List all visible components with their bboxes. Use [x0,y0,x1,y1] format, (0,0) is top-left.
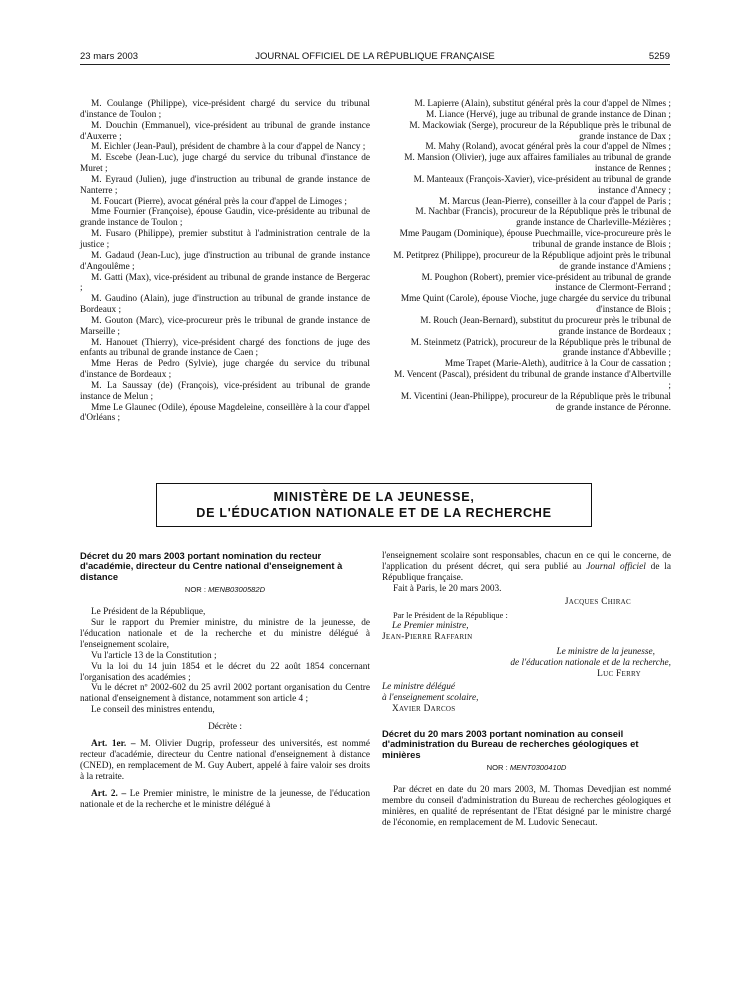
decree1-conseil: Le conseil des ministres entendu, [91,705,215,716]
header-rule [80,64,670,65]
appointment-entry: M. Gaudino (Alain), juge d'instruction au tribunal de grande instance de Bordeaux ; [80,294,370,316]
appointment-entry: M. Escebe (Jean-Luc), juge chargé du service du tribunal d'instance de Muret ; [80,153,370,175]
delegate-title-1: Le ministre délégué [382,681,455,692]
header-page-number: 5259 [648,51,670,62]
appointment-entry: M. Petitprez (Philippe), procureur de la République adjoint près le tribunal de grande instance d'Amiens ; [393,250,671,272]
appointments-left-column [80,99,370,424]
appointment-entry: M. Lapierre (Alain), substitut général près la cour d'appel de Nîmes ; [414,99,671,109]
appointment-entry: Mme Le Glaunec (Odile), épouse Magdeleine, conseillère à la cour d'appel d'Orléans ; [80,402,370,424]
article1-text: M. Olivier Dugrip, professeur des universités, est nommé recteur d'académie, directeur du Centre national d'enseignement à distance (CNED), en remplacement de M. Guy Aubert, appelé à faire valoir ses droits à la retraite. [80,739,370,782]
appointment-entry: M. Eyraud (Julien), juge d'instruction au tribunal de grande instance de Nanterre ; [80,174,370,196]
decree1-left-column [80,551,370,811]
appointment-entry: M. Gatti (Max), vice-président au tribunal de grande instance de Bergerac ; [80,272,370,294]
appointment-entry: M. Rouch (Jean-Bernard), substitut du procureur près le tribunal de grande instance de Bordeaux ; [420,315,671,337]
appointment-entry: Mme Paugam (Dominique), épouse Puechmaille, vice-procureure près le tribunal de grande instance de Blois ; [399,229,671,250]
appointment-entry: M. Eichler (Jean-Paul), président de chambre à la cour d'appel de Nancy ; [91,142,366,153]
appointment-entry: M. Foucart (Pierre), avocat général près la cour d'appel de Limoges ; [91,196,347,207]
appointment-entry: Mme Quint (Carole), épouse Vioche, juge chargée du service du tribunal d'instance de Blois ; [400,294,671,316]
pm-title: Le Premier ministre, [392,621,469,632]
appointment-entry: M. Marcus (Jean-Pierre), conseiller à la cour d'appel de Paris ; [439,196,671,207]
header-journal-title: JOURNAL OFFICIEL DE LA RÉPUBLIQUE FRANÇAISE [255,51,495,62]
ministry-heading-box [156,483,592,527]
appointment-entry: M. Vencent (Pascal), président du tribunal de grande instance d'Albertville ; [394,370,671,391]
signature-president: Jacques Chirac [564,596,631,607]
ministry-heading-line2: DE L'ÉDUCATION NATIONALE ET DE LA RECHERCHE [196,505,552,520]
header-date: 23 mars 2003 [80,51,139,62]
decree2-title: Décret du 20 mars 2003 portant nomination au conseil d'administration du Bureau de recherches géologiques et minières [382,727,639,760]
decree1-title: Décret du 20 mars 2003 portant nomination du recteur d'académie, directeur du Centre national d'enseignement à distance [80,550,343,582]
appointment-entry: M. Poughon (Robert), premier vice-président au tribunal de grande instance de Clermont-Ferrand ; [421,272,671,294]
appointment-entry: Mme Trapet (Marie-Aleth), auditrice à la Cour de cassation ; [444,359,671,370]
delegate-title-2: à l'enseignement scolaire, [382,692,479,703]
decree1-vu-loi: Vu la loi du 14 juin 1854 et le décret du 22 août 1854 concernant l'organisation des académies ; [80,661,370,683]
delegate-name: Xavier Darcos [392,703,456,714]
appointment-entry: M. Hanouet (Thierry), vice-président chargé des fonctions de juge des enfants au tribunal de grande instance de Caen ; [80,337,370,359]
appointment-entry: M. Vicentini (Jean-Philippe), procureur de la République près le tribunal de grande instance de Péronne. [400,391,671,413]
article1-label: Art. 1er. – [91,739,136,750]
appointment-entry: M. Nachbar (Francis), procureur de la République près le tribunal de grande instance de Charleville-Mézières ; [415,207,671,229]
decree2-nor-label: NOR : [486,762,508,772]
decree1-right-column [382,551,671,828]
appointment-entry: M. Liance (Hervé), juge au tribunal de grande instance de Dinan ; [426,109,671,120]
article2-text: Le Premier ministre, le ministre de la jeunesse, de l'éducation nationale et de la recherche et le ministre délégué à [80,788,370,810]
appointment-entry: M. Mansion (Olivier), juge aux affaires familiales au tribunal de grande instance de Rennes ; [404,153,671,175]
par-le-president: Par le Président de la République : [393,610,508,620]
page-header [80,51,670,65]
appointment-entry: M. Gouton (Marc), vice-procureur près le tribunal de grande instance de Marseille ; [80,315,370,337]
appointment-entry: M. Coulange (Philippe), vice-président chargé du service du tribunal d'instance de Toulon ; [80,99,370,120]
decree1-article2 [80,789,370,811]
appointment-entry: M. Manteaux (François-Xavier), vice-président au tribunal de grande instance d'Annecy ; [413,174,671,196]
decree1-rapport: Sur le rapport du Premier ministre, du ministre de la jeunesse, de l'éducation nationale et de la recherche et du ministre délégué à l'enseignement scolaire, [80,618,370,650]
decree1-vu-constitution: Vu l'article 13 de la Constitution ; [91,650,217,661]
appointment-entry: M. Fusaro (Philippe), premier substitut à l'administration centrale de la justice ; [80,229,370,250]
appointment-entry: M. Mahy (Roland), avocat général près la cour d'appel de Nîmes ; [425,142,671,153]
decree1-nor [80,585,370,596]
appointment-entry: Mme Fournier (Françoise), épouse Gaudin, vice-présidente au tribunal de grande instance de Toulon ; [80,207,370,229]
appointment-entry: M. Mackowiak (Serge), procureur de la République près le tribunal de grande instance de Dax ; [409,120,671,142]
appointment-entry: M. Steinmetz (Patrick), procureur de la République près le tribunal de grande instance d'Abbeville ; [410,337,671,359]
decree1-nor-label: NOR : [184,585,206,595]
decree1-nor-code: MENB0300582D [208,585,266,595]
minister-title-1: Le ministre de la jeunesse, [556,647,655,658]
appointment-entry: Mme Heras de Pedro (Sylvie), juge chargée du service du tribunal d'instance de Bordeaux ; [80,359,370,381]
decree1-article1 [80,739,370,783]
article2-label: Art. 2. – [91,788,127,799]
decree1-decrete: Décrète : [208,722,242,733]
decree2-nor-code: MENT0300410D [509,762,567,772]
appointment-entry: M. Douchin (Emmanuel), vice-président au tribunal de grande instance d'Auxerre ; [80,120,370,142]
decree1-vu-decret: Vu le décret nº 2002-602 du 25 avril 2002 portant organisation du Centre national d'enseignement à distance, notamment son article 4 ; [80,683,370,705]
minister-title-2: de l'éducation nationale et de la recherche, [510,658,671,669]
decree1-president: Le Président de la République, [91,607,206,618]
decree2-text: Par décret en date du 20 mars 2003, M. Thomas Devedjian est nommé membre du conseil d'administration du Bureau de recherches géologiques et minières, en qualité de représentant de l'Etat désigné par le ministre chargé de l'économie, en remplacement de M. Ludovic Senecaut. [382,784,671,828]
article2-continuation: l'enseignement scolaire sont responsables, chacun en ce qui le concerne, de l'application du présent décret, qui sera publié au Journal officiel de la République française. [382,551,671,583]
decree2-nor [382,763,671,774]
pm-name: Jean-Pierre Raffarin [382,632,473,643]
ministry-heading-line1: MINISTÈRE DE LA JEUNESSE, [273,490,475,504]
decree1-fait: Fait à Paris, le 20 mars 2003. [393,583,502,594]
appointment-entry: M. Gadaud (Jean-Luc), juge d'instruction au tribunal de grande instance d'Angoulême ; [80,250,370,272]
appointment-entry: M. La Saussay (de) (François), vice-président au tribunal de grande instance de Melun ; [80,380,370,402]
minister-name: Luc Ferry [597,669,641,680]
appointments-right-column [382,99,671,413]
journal-officiel-italic: Journal officiel [586,561,646,572]
